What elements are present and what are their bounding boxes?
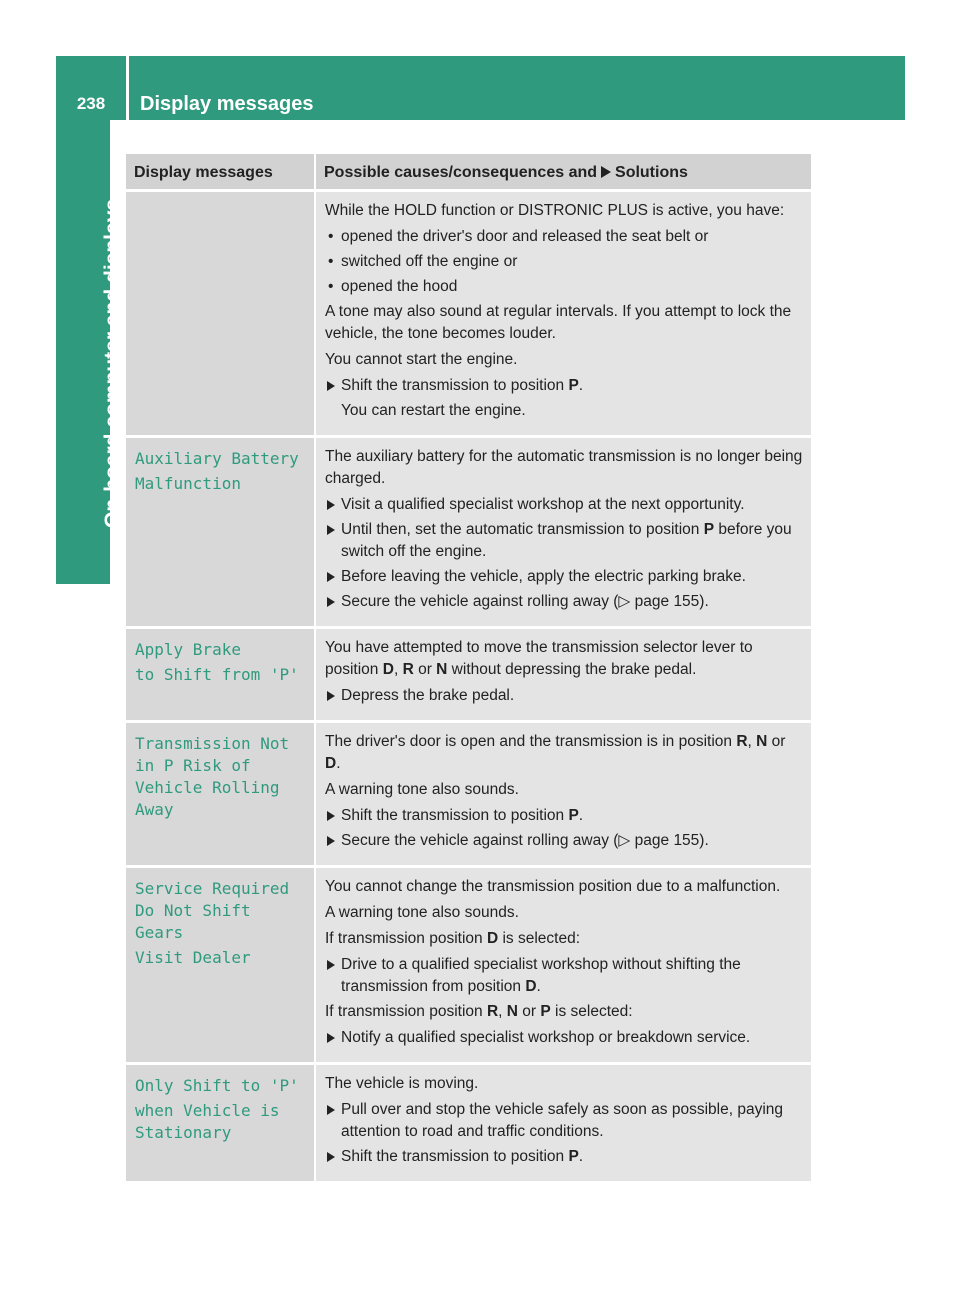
text-segment: Shift the transmission to position [341,377,569,394]
arrow-right-icon [327,500,335,510]
action-step [325,954,805,998]
page-title: Display messages [140,93,314,115]
text-segment: If transmission position [325,1003,487,1020]
display-message-text: Auxiliary Battery [135,449,299,468]
paragraph [325,731,805,775]
paragraph [325,876,805,898]
display-message-text: Apply Brake [135,640,241,659]
causes-cell [314,438,811,626]
paragraph [325,349,805,371]
text-segment: R [402,661,414,678]
text-segment: or [767,733,786,750]
text-segment: R [736,733,748,750]
text-segment: D [325,755,337,772]
text-segment: Shift the transmission to position [341,1148,569,1165]
text-segment: Shift the transmission to position [341,807,569,824]
display-message-text: when Vehicle is Stationary [135,1101,280,1142]
text-segment: is selected: [550,1003,633,1020]
text-segment: is selected: [498,930,581,947]
text-segment: Until then, set the automatic transmission to position [341,521,704,538]
text-segment: Secure the vehicle against rolling away (▷ page 155). [341,593,709,610]
table-header-row [126,154,811,192]
paragraph [325,446,805,490]
paragraph [325,637,805,681]
paragraph [325,1001,805,1023]
arrow-right-icon [327,1105,335,1115]
page-header [56,56,905,120]
text-segment: P [703,521,715,538]
text-segment: opened the hood [341,278,458,295]
text-segment: P [568,1148,579,1165]
text-segment: P [540,1003,551,1020]
text-segment: The vehicle is moving. [325,1075,479,1092]
text-segment: Secure the vehicle against rolling away (▷ page 155). [341,832,709,849]
display-message-text: Transmission Not in P Risk of Vehicle Rolling Away [135,734,290,819]
display-message-text: to Shift from 'P' [135,665,299,684]
column-header-messages: Display messages [126,154,314,189]
side-tab-label: On-board computer and displays [101,198,124,528]
text-segment: D [486,930,499,947]
bullet-item [325,276,805,298]
text-segment: . [536,978,541,995]
paragraph [325,928,805,950]
text-segment: The driver's door is open and the transmission is in position [325,733,737,750]
text-segment: You cannot start the engine. [325,351,518,368]
causes-cell [314,1065,811,1181]
causes-cell [314,629,811,720]
display-message-text: Service Required Do Not Shift Gears [135,879,290,942]
table-row [126,438,811,629]
text-segment: before you switch off the engine. [341,521,792,560]
text-segment: You can restart the engine. [341,402,526,419]
text-segment: opened the driver's door and released the seat belt or [341,228,709,245]
table-row [126,1065,811,1184]
bullet-item [325,226,805,248]
causes-cell [314,868,811,1062]
message-cell [126,438,314,626]
causes-cell [314,192,811,435]
text-segment: . [578,1148,584,1165]
text-segment: . [336,755,341,772]
text-segment: or [518,1003,541,1020]
text-segment: R [486,1003,499,1020]
text-segment: , [498,1003,507,1020]
text-segment: Depress the brake pedal. [341,687,515,704]
text-segment: P [568,807,579,824]
text-segment: Notify a qualified specialist workshop or breakdown service. [341,1029,751,1046]
text-segment: without depressing the brake pedal. [447,661,697,678]
arrow-right-icon [327,691,335,701]
column-header-causes-text: Possible causes/consequences and [324,164,598,181]
text-segment: Drive to a qualified specialist workshop without shifting the transmission from position [341,956,741,995]
action-step [325,494,805,516]
table-row [126,192,811,438]
arrow-right-icon [327,1033,335,1043]
arrow-right-icon [327,597,335,607]
text-segment: . [578,807,584,824]
table-row [126,629,811,723]
action-step [325,685,805,707]
text-segment: P [568,377,579,394]
action-step [325,375,805,397]
text-segment: A warning tone also sounds. [325,904,519,921]
causes-cell [314,723,811,865]
message-cell [126,723,314,865]
action-step [325,830,805,852]
paragraph [325,902,805,924]
bullet-icon: • [328,278,334,295]
bullet-icon: • [328,253,334,270]
text-segment: or [413,661,437,678]
text-segment: D [382,661,394,678]
action-step [325,591,805,613]
text-segment: , [393,661,403,678]
action-step [325,519,805,563]
arrow-right-icon [327,960,335,970]
column-header-causes [314,154,811,189]
text-segment: Visit a qualified specialist workshop at the next opportunity. [341,496,745,513]
text-segment: . [578,377,584,394]
page-number: 238 [76,94,106,113]
message-cell [126,629,314,720]
arrow-right-icon [327,811,335,821]
text-segment: , [747,733,757,750]
text-segment: If transmission position [325,930,487,947]
text-segment: You have attempted to move the transmission selector lever to position [325,639,753,678]
column-header-solutions-text: Solutions [615,164,688,181]
bullet-item [325,251,805,273]
text-segment: While the HOLD function or DISTRONIC PLUS is active, you have: [325,202,785,219]
text-segment: You cannot change the transmission position due to a malfunction. [325,878,781,895]
arrow-right-icon [327,572,335,582]
message-cell [126,868,314,1062]
table-row [126,723,811,868]
arrow-right-icon [327,381,335,391]
step-result [325,400,805,422]
action-step [325,1146,805,1168]
message-cell [126,192,314,435]
arrow-right-icon [601,166,611,178]
text-segment: Before leaving the vehicle, apply the electric parking brake. [341,568,746,585]
message-cell [126,1065,314,1181]
text-segment: N [506,1003,518,1020]
arrow-right-icon [327,1152,335,1162]
table-row [126,868,811,1065]
text-segment: D [525,978,537,995]
text-segment: N [436,661,448,678]
action-step [325,566,805,588]
bullet-icon: • [328,228,334,245]
text-segment: The auxiliary battery for the automatic transmission is no longer being charged. [325,448,803,487]
text-segment: switched off the engine or [341,253,518,270]
paragraph [325,779,805,801]
display-message-text: Only Shift to 'P' [135,1076,299,1095]
arrow-right-icon [327,836,335,846]
action-step [325,1099,805,1143]
display-messages-table [126,154,811,1184]
action-step [325,1027,805,1049]
text-segment: Pull over and stop the vehicle safely as soon as possible, paying attention to road and traffic conditions. [341,1101,784,1140]
text-segment: A warning tone also sounds. [325,781,519,798]
display-message-text: Malfunction [135,474,241,493]
text-segment: N [756,733,768,750]
text-segment: A tone may also sound at regular intervals. If you attempt to lock the vehicle, the tone becomes louder. [325,303,792,342]
paragraph [325,1073,805,1095]
display-message-text: Visit Dealer [135,948,251,967]
action-step [325,805,805,827]
paragraph [325,301,805,345]
header-divider [126,56,129,120]
arrow-right-icon [327,525,335,535]
paragraph [325,200,805,222]
